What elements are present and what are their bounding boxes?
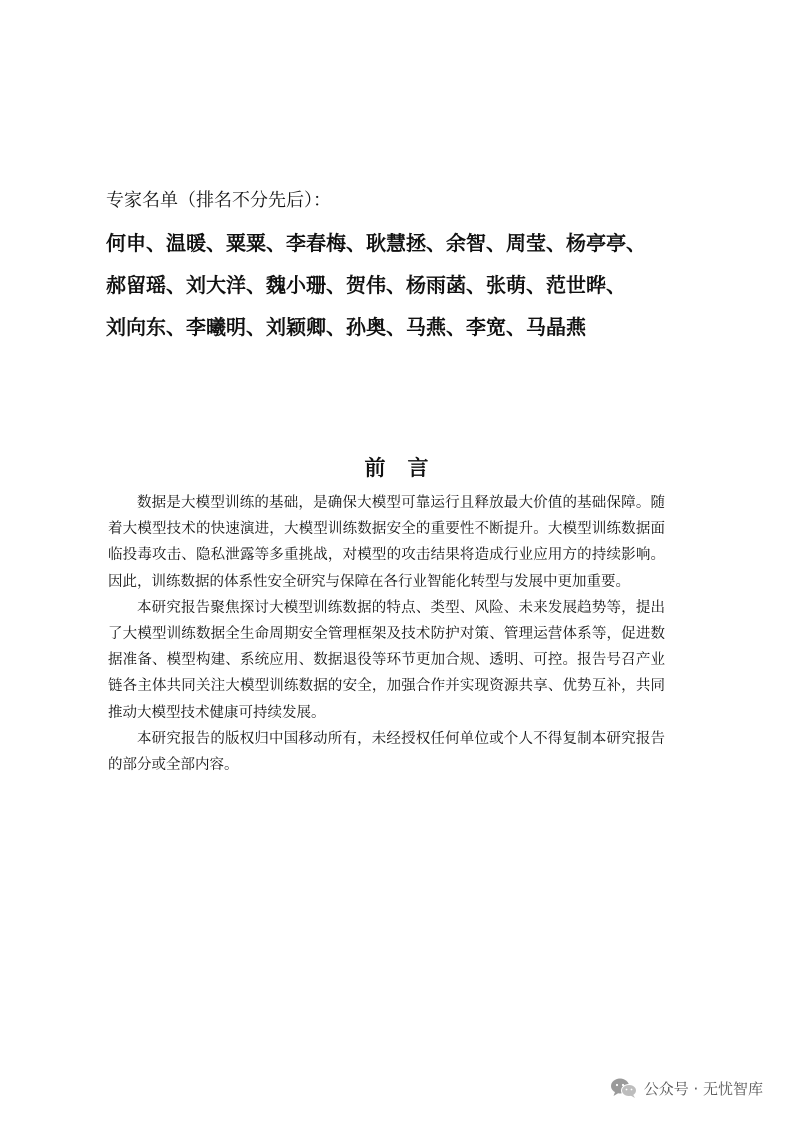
expert-names-line: 刘向东、李曦明、刘颖卿、孙奥、马燕、李宽、马晶燕 (106, 315, 586, 339)
preface-paragraph: 本研究报告聚焦探讨大模型训练数据的特点、类型、风险、未来发展趋势等，提出了大模型训练数据全生命周期安全管理框架及技术防护对策、管理运营体系等，促进数据准备、模型构建、系统应用、数据退役等环节更加合规、透明、可控。报告号召产业链各主体共同关注大模型训练数据的安全，加强合作并实现资源共享、优势互补，共同推动大模型技术健康可持续发展。 (108, 599, 665, 721)
watermark-text: 公众号 · 无忧智库 (643, 1079, 763, 1098)
preface-paragraph: 数据是大模型训练的基础，是确保大模型可靠运行且释放最大价值的基础保障。随着大模型技术的快速演进，大模型训练数据安全的重要性不断提升。大模型训练数据面临投毒攻击、隐私泄露等多重挑战，对模型的攻击结果将造成行业应用方的持续影响。因此，训练数据的体系性安全研究与保障在各行业智能化转型与发展中更加重要。 (108, 495, 665, 590)
expert-list (106, 186, 706, 348)
expert-names-line: 郝留瑶、刘大洋、魏小珊、贺伟、杨雨菡、张萌、范世晔、 (106, 273, 626, 297)
preface-body (108, 490, 665, 778)
expert-names-line: 何申、温暖、粟粟、李春梅、耿慧拯、余智、周莹、杨亭亭、 (106, 231, 646, 255)
preface-paragraph: 本研究报告的版权归中国移动所有，未经授权任何单位或个人不得复制本研究报告的部分或全部内容。 (108, 730, 665, 774)
preface-title: 前言 (364, 456, 451, 480)
watermark (610, 1077, 763, 1099)
expert-list-heading: 专家名单（排名不分先后）： (106, 190, 331, 211)
wechat-icon (610, 1077, 638, 1099)
